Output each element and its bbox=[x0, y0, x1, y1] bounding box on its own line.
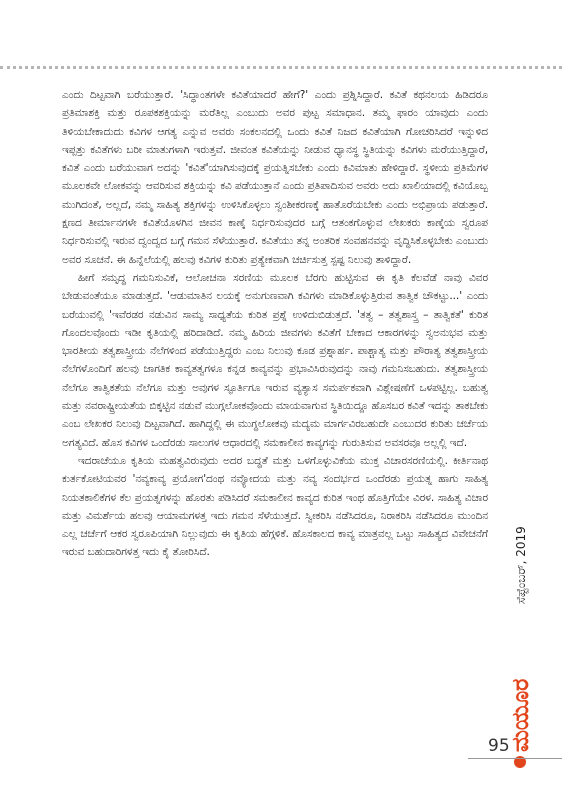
top-dotted-rule bbox=[0, 66, 562, 69]
magazine-logo: ಮಯೂರ bbox=[508, 678, 534, 752]
article-paragraph: ಇದರಾಚೆಯೂ ಕೃತಿಯ ಮಹತ್ವವಿರುವುದು ಅದರ ಬದ್ಧತೆ ಮತ್ತು ಒಳಗೊಳ್ಳುವಿಕೆಯ ಮುಕ್ತ ವಿಚಾರಸರಣಿಯಲ್ಲಿ. ಕೀರ್ತಿನಾಥ ಕುರ್ತಕೋಟಿಯವರ 'ನವ್ಯಕಾವ್ಯ ಪ್ರಯೋಗ'ದಂಥ ನವ್ಯೋದಯ ಮತ್ತು ನವ್ಯ ಸಂದರ್ಭದ ಒಂದೆರಡು ಪ್ರಯತ್ನ ಹಾಗು ಸಾಹಿತ್ಯ ನಿಯತಕಾಲಿಕೆಗಳ ಕೆಲ ಪ್ರಯತ್ನಗಳನ್ನು ಹೊರತು ಪಡಿಸಿದರೆ ಸಮಕಾಲೀನ ಕಾವ್ಯದ ಕುರಿತ ಇಂಥ ಹೊತ್ತಿಗೆಯೇ ವಿರಳ. ಸಾಹಿತ್ಯ ವಿಚಾರ ಮತ್ತು ವಿಮರ್ಶೆಯ ಹಲವು ಆಯಾಮಗಳತ್ತ ಇದು ಗಮನ ಸೆಳೆಯುತ್ತದೆ. ಸ್ವೀಕರಿಸಿ ನಡೆಸಿದರೂ, ನಿರಾಕರಿಸಿ ನಡೆಸಿದರೂ ಮುಂದಿನ ಎಲ್ಲ ಚರ್ಚೆಗೆ ಆಕರ ಸ್ವರೂಪಿಯಾಗಿ ನಿಲ್ಲುವುದು ಈ ಕೃತಿಯ ಹೆಗ್ಗಳಿಕೆ. ಹೊಸಕಾಲದ ಕಾವ್ಯ ಮಾತ್ರವಲ್ಲ ಒಟ್ಟು ಸಾಹಿತ್ಯದ ವಿವೇಚನೆಗೆ ಇರುವ ಬಹುದಾರಿಗಳತ್ತ ಇದು ಕೈ ತೋರಿಸಿದೆ. bbox=[62, 454, 488, 559]
article-body bbox=[62, 86, 488, 562]
page-number: 95 bbox=[488, 736, 510, 756]
side-strip bbox=[512, 0, 540, 770]
article-paragraph: ಹೀಗೆ ಸಮೃದ್ಧ ಗಮನಿಸುವಿಕೆ, ಆಲೋಚನಾ ಸರಣಿಯ ಮೂಲಕ ಬೆರಗು ಹುಟ್ಟಿಸುವ ಈ ಕೃತಿ ಕೆಲವೆಡೆ ನಾವು ವಿವರ ಬೇಡುವಂತೆಯೂ ಮಾಡುತ್ತದೆ. 'ಆಡುಮಾತಿನ ಲಯಕ್ಕೆ ಅನುಗುಣವಾಗಿ ಕವಿಗಳು ಮಾಡಿಕೊಳ್ಳುತ್ತಿರುವ ತಾತ್ವಿಕ ಚೌಕಟ್ಟು...' ಎಂದು ಬರೆಯುವಲ್ಲಿ 'ಇವೆರಡರ ನಡುವಿನ ಸಾಮ್ಯ ಸಾಧ್ಯತೆಯ ಕುರಿತ ಪ್ರಶ್ನೆ ಉಳಿದುಬಿಡುತ್ತದೆ. 'ತತ್ವ – ತತ್ವಶಾಸ್ತ್ರ – ತಾತ್ವಿಕತೆ' ಕುರಿತ ಗೊಂದಲವೊಂದು ಇಡೀ ಕೃತಿಯಲ್ಲಿ ಹರಿದಾಡಿದೆ. ನಮ್ಮ ಹಿರಿಯ ಜೀವಗಳು ಕವಿತೆಗೆ ಬೇಕಾದ ಆಕಾರಗಳನ್ನು ಸ್ವಅನುಭವ ಮತ್ತು ಭಾರತೀಯ ತತ್ವಶಾಸ್ತ್ರೀಯ ನೆಲೆಗಳಿಂದ ಪಡೆಯುತ್ತಿದ್ದರು ಎಂಬ ನಿಲುವು ಕೂಡ ಪ್ರಶ್ನಾರ್ಹ. ಪಾಶ್ಚಾತ್ಯ ಮತ್ತು ಪೌರಾತ್ಯ ತತ್ವಶಾಸ್ತ್ರೀಯ ನೆಲೆಗಳೊಂದಿಗೆ ಹಲವು ಜಾಗತಿಕ ಕಾವ್ಯತತ್ವಗಳೂ ಕನ್ನಡ ಕಾವ್ಯವನ್ನು ಪ್ರಭಾವಿಸಿರುವುದನ್ನು ನಾವು ಗಮನಿಸಬಹುದು. ತತ್ವಶಾಸ್ತ್ರೀಯ ನೆಲೆಗೂ ತಾತ್ವಿಕತೆಯ ನೆಲೆಗೂ ಮತ್ತು ಅವುಗಳ ಸ್ಫೂರ್ತಿಗೂ ಇರುವ ವ್ಯತ್ಯಾಸ ಸಮರ್ಪಕವಾಗಿ ವಿಶ್ಲೇಷಣೆಗೆ ಒಳಪಟ್ಟಿಲ್ಲ. ಬಹುತ್ವ ಮತ್ತು ನವರಾಷ್ಟ್ರೀಯತೆಯ ಬಿಕ್ಕಟ್ಟಿನ ನಡುವೆ ಮುಗ್ಗಲೋಕವೊಂದು ಮಾಯವಾಗುವ ಸ್ಥಿತಿಯಿದ್ದೂ ಹೊಸಬರ ಕವಿತೆ ಇದನ್ನು ತಾಕಬೇಕು ಎಂಬ ಲೇಖಕರ ನಿಲುವು ದಿಟ್ಟವಾಗಿದೆ. ಹಾಗಿದ್ದಲ್ಲಿ ಈ ಮುಗ್ಧಲೋಕವು ಮದ್ಯಮ ಮಾರ್ಗವಿರಬಹುದೇ ಎಂಬುದರ ಕುರಿತು ಚರ್ಚೆಯ ಅಗತ್ಯವಿದೆ. ಹೊಸ ಕವಿಗಳ ಒಂದೆರಡು ಸಾಲುಗಳ ಆಧಾರದಲ್ಲಿ ಸಮಕಾಲೀನ ಕಾವ್ಯಗನ್ನು ಗುರುತಿಸುವ ಅವಸರವೂ ಅಲ್ಲಲ್ಲಿ ಇದೆ. bbox=[62, 271, 488, 449]
issue-date: ಸೆಪ್ಟೆಂಬರ್, 2019 bbox=[514, 526, 528, 604]
page-number-rule bbox=[468, 758, 562, 759]
article-paragraph: ಎಂದು ದಿಟ್ಟವಾಗಿ ಬರೆಯುತ್ತಾರೆ. 'ಸಿದ್ಧಾಂತಗಳೇ ಕವಿತೆಯಾದರೆ ಹೇಗೆ?' ಎಂದು ಪ್ರಶ್ನಿಸಿದ್ದಾರೆ. ಕವಿತೆ ಕಥನಲಯ ಹಿಡಿದರೂ ಪ್ರತಿಮಾಶಕ್ತಿ ಮತ್ತು ರೂಪಕಶಕ್ತಿಯನ್ನು ಮರೆತಿಲ್ಲ ಎಂಬುದು ಅವರ ಪುಟ್ಟ ಸಮಾಧಾನ. ತಮ್ಮ ಫಾರಂ ಯಾವುದು ಎಂದು ತಿಳಿಯಬೇಕಾದುದು ಕವಿಗಳ ಆಗತ್ಯ ಎನ್ನುವ ಅವರು ಸಂಕಲನದಲ್ಲಿ ಒಂದು ಕವಿತೆ ನಿಜದ ಕವಿತೆಯಾಗಿ ಗೋಚರಿಸಿದರೆ ಇನ್ನುಳಿದ ಇಪ್ಪತ್ತು ಕವಿತೆಗಳು ಬರೀ ಮಾತುಗಳಾಗಿ ಇರುತ್ತವೆ. ಜೀವಂತ ಕವಿತೆಯನ್ನು ನೀಡುವ ಧ್ಯಾನಸ್ಥ ಸ್ಥಿತಿಯನ್ನು ಕವಿಗಳು ಮರೆಯುತ್ತಿದ್ದಾರೆ, ಕವಿತೆ ಎಂದು ಬರೆಯುವಾಗ ಅದನ್ನು 'ಕವಿತೆ'ಯಾಗಿಸುವುದಕ್ಕೆ ಪ್ರಯತ್ನಿಸಬೇಕು ಎಂದು ಕಿವಿಮಾತು ಹೇಳಿದ್ದಾರೆ. ಸ್ಥಳೀಯ ಪ್ರತಿಮೆಗಳ ಮೂಲಕವೇ ಲೋಕವನ್ನು ಆವರಿಸುವ ಶಕ್ತಿಯನ್ನು ಕವಿ ಪಡೆಯುತ್ತಾನೆ ಎಂದು ಪ್ರತಿಪಾದಿಸುವ ಅವರು ಅದು ಖಾಲಿಯಾದಲ್ಲಿ ಕವಿಯೊಬ್ಬ ಮುಗಿದಂತೆ, ಅಲ್ಲದೆ, ನಮ್ಮ ಸಾಹಿತ್ಯ ಶಕ್ತಿಗಳನ್ನು ಉಳಿಸಿಕೊಳ್ಳಲು ಸ್ವಂಶೀಕರಣಕ್ಕೆ ಹಾತೊರೆಯಬೇಕು ಎಂದು ಅಭಿಪ್ರಾಯ ಪಡುತ್ತಾರೆ. ಕ್ಷಣದ ತೀರ್ಮಾನಗಳೇ ಕವಿತೆಯೊಳಗಿನ ಜೀವನ ಕಾಣ್ಕೆ ನಿರ್ಧರಿಸುವುದರ ಬಗ್ಗೆ ಆತಂಕಗೊಳ್ಳುವ ಲೇಖಕರು ಕಾಣ್ಕೆಯ ಸ್ವರೂಪ ನಿರ್ಧರಿಸುವಲ್ಲಿ ಇರುವ ದ್ವಂದ್ವದ ಬಗ್ಗೆ ಗಮನ ಸೆಳೆಯುತ್ತಾರೆ. ಕವಿತೆಯು ತನ್ನ ಅಂತರಿಕ ಸಂವಹನವನ್ನು ವೃದ್ಧಿಸಿಕೊಳ್ಳಬೇಕು ಎಂಬುದು ಅವರ ಸೂಚನೆ. ಈ ಹಿನ್ನೆಲೆಯಲ್ಲಿ ಹಲವು ಕವಿಗಳ ಕುರಿತು ಪ್ರತ್ಯೇಕವಾಗಿ ಚರ್ಚಿಸುತ್ತ ಸ್ಪಷ್ಟ ನಿಲುವು ತಾಳಿದ್ದಾರೆ. bbox=[62, 89, 488, 266]
